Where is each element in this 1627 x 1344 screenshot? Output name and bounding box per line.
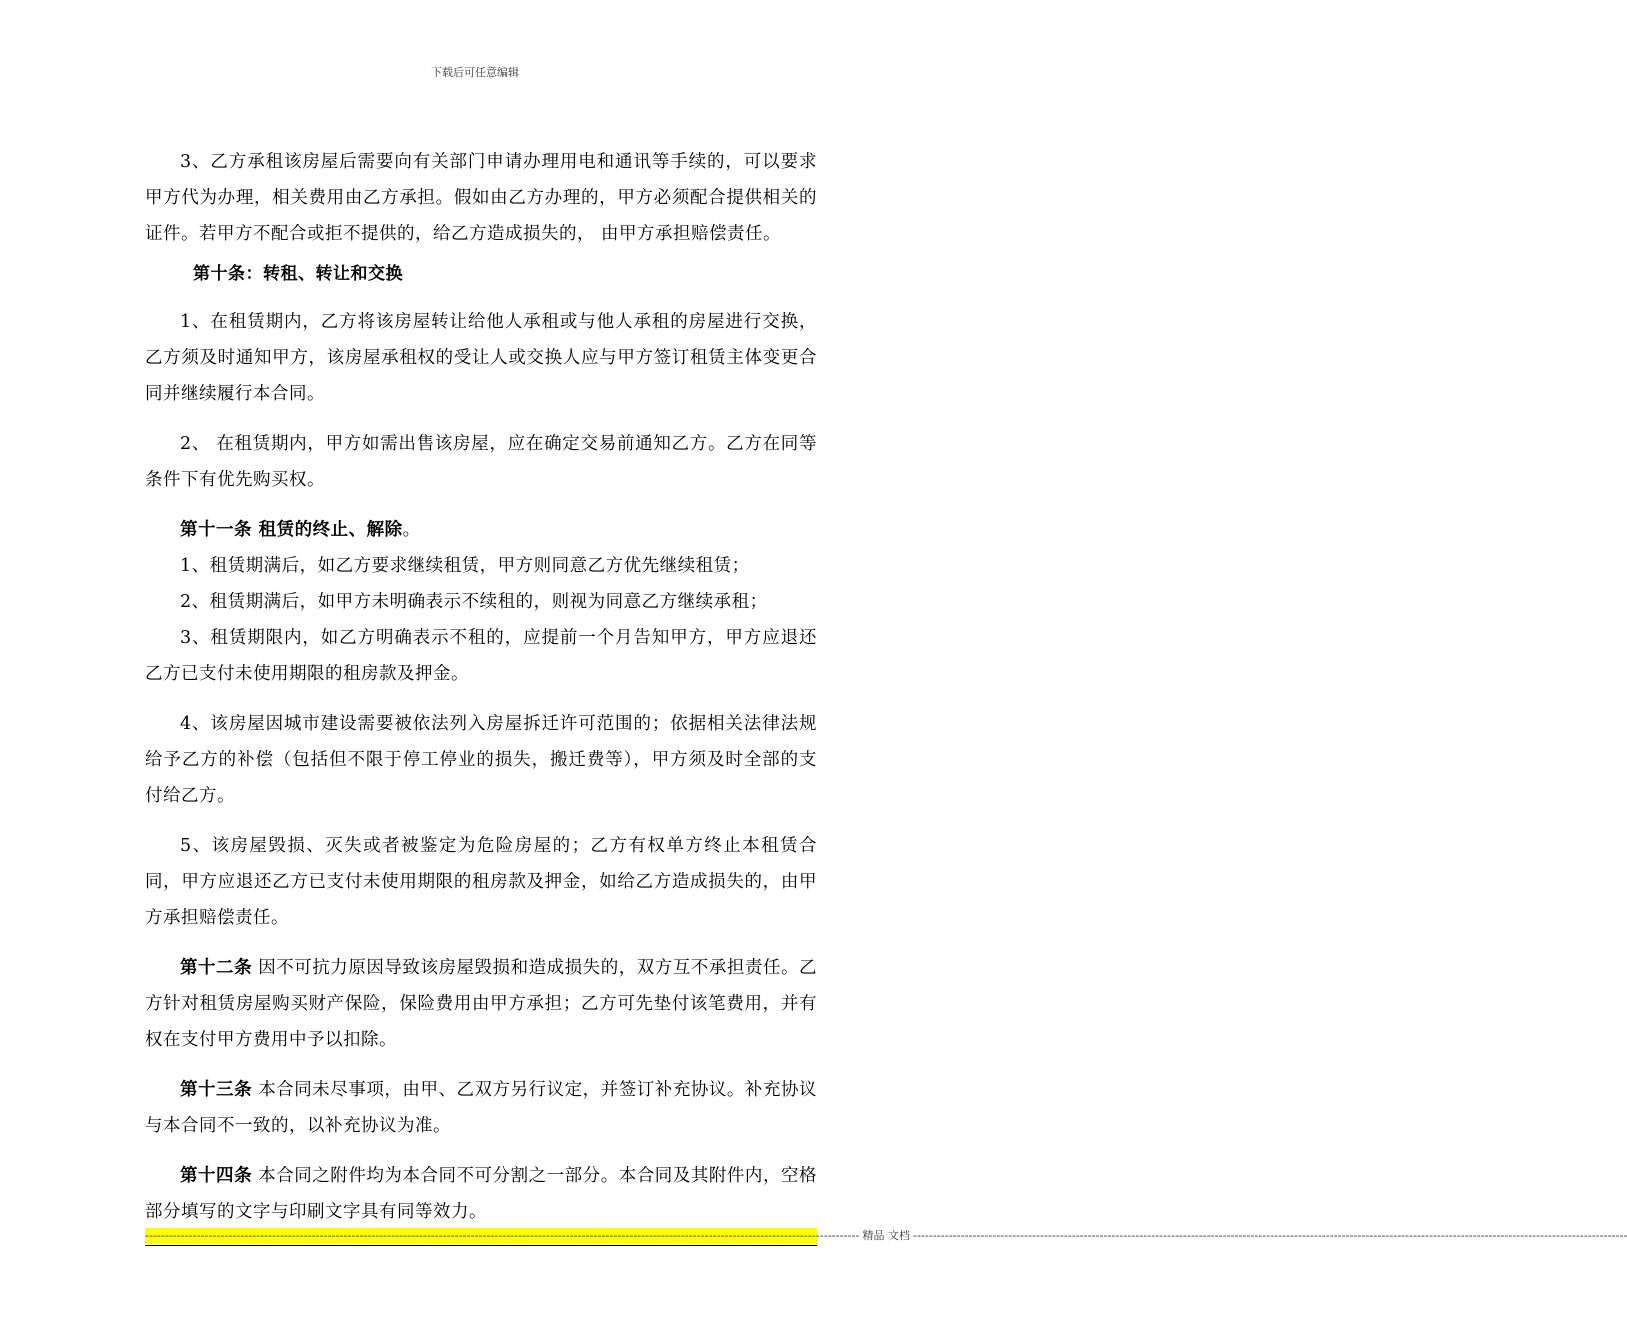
article-12 [145,950,817,1058]
header-note: 下载后可任意编辑 [431,66,519,79]
article-11-heading [145,512,817,548]
footer-dashes-left: ------------------------------------------------------------------------------------------------------------------------------------------------------------------------------------ [145,1229,860,1242]
footer-banner [145,1228,1627,1244]
article-12-text: 因不可抗力原因导致该房屋毁损和造成损失的，双方互不承担责任。乙方针对租赁房屋购买财产保险，保险费用由甲方承担；乙方可先垫付该笔费用，并有权在支付甲方费用中予以扣除。 [145,958,818,1050]
article-11-punct: 。 [402,520,421,540]
footer-dashes-right: ------------------------------------------------------------------------------------------------------------------------------------------------------------------------------------ [912,1229,1627,1242]
paragraph-11-4: 4、该房屋因城市建设需要被依法列入房屋拆迁许可范围的；依据相关法律法规给予乙方的补偿（包括但不限于停工停业的损失，搬迁费等），甲方须及时全部的支付给乙方。 [145,714,817,806]
article-14 [145,1158,817,1230]
article-11-title: 第十一条 租赁的终止、解除 [180,520,403,540]
paragraph-3: 3、乙方承租该房屋后需要向有关部门申请办理用电和通讯等手续的，可以要求甲方代为办理，相关费用由乙方承担。假如由乙方办理的，甲方必须配合提供相关的证件。若甲方不配合或拒不提供的，给乙方造成损失的， 由甲方承担赔偿责任。 [145,152,817,244]
paragraph-11-3: 3、租赁期限内，如乙方明确表示不租的，应提前一个月告知甲方，甲方应退还乙方已支付未使用期限的租房款及押金。 [145,628,817,684]
paragraph-11-1: 1、租赁期满后，如乙方要求继续租赁，甲方则同意乙方优先继续租赁； [180,556,750,576]
paragraph-10-1: 1、在租赁期内，乙方将该房屋转让给他人承租或与他人承租的房屋进行交换，乙方须及时通知甲方，该房屋承租权的受让人或交换人应与甲方签订租赁主体变更合同并继续履行本合同。 [145,312,817,404]
document-body [145,144,817,1230]
article-13-text: 本合同未尽事项，由甲、乙双方另行议定，并签订补充协议。补充协议与本合同不一致的，以补充协议为准。 [145,1080,818,1136]
article-12-title: 第十二条 [180,958,253,978]
footer-label: 精品 文档 [862,1229,910,1242]
article-14-title: 第十四条 [180,1166,253,1186]
paragraph-11-5: 5、该房屋毁损、灭失或者被鉴定为危险房屋的；乙方有权单方终止本租赁合同，甲方应退还乙方已支付未使用期限的租房款及押金，如给乙方造成损失的，由甲方承担赔偿责任。 [145,836,817,928]
article-13 [145,1072,817,1144]
paragraph-11-2: 2、租赁期满后，如甲方未明确表示不续租的，则视为同意乙方继续承租； [180,592,768,612]
article-10-heading: 第十条：转租、转让和交换 [193,264,403,284]
paragraph-10-2: 2、 在租赁期内，甲方如需出售该房屋，应在确定交易前通知乙方。乙方在同等条件下有优先购买权。 [145,434,817,490]
article-14-text: 本合同之附件均为本合同不可分割之一部分。本合同及其附件内，空格部分填写的文字与印刷文字具有同等效力。 [145,1166,818,1222]
footer-rule [145,1245,817,1246]
article-13-title: 第十三条 [180,1080,253,1100]
